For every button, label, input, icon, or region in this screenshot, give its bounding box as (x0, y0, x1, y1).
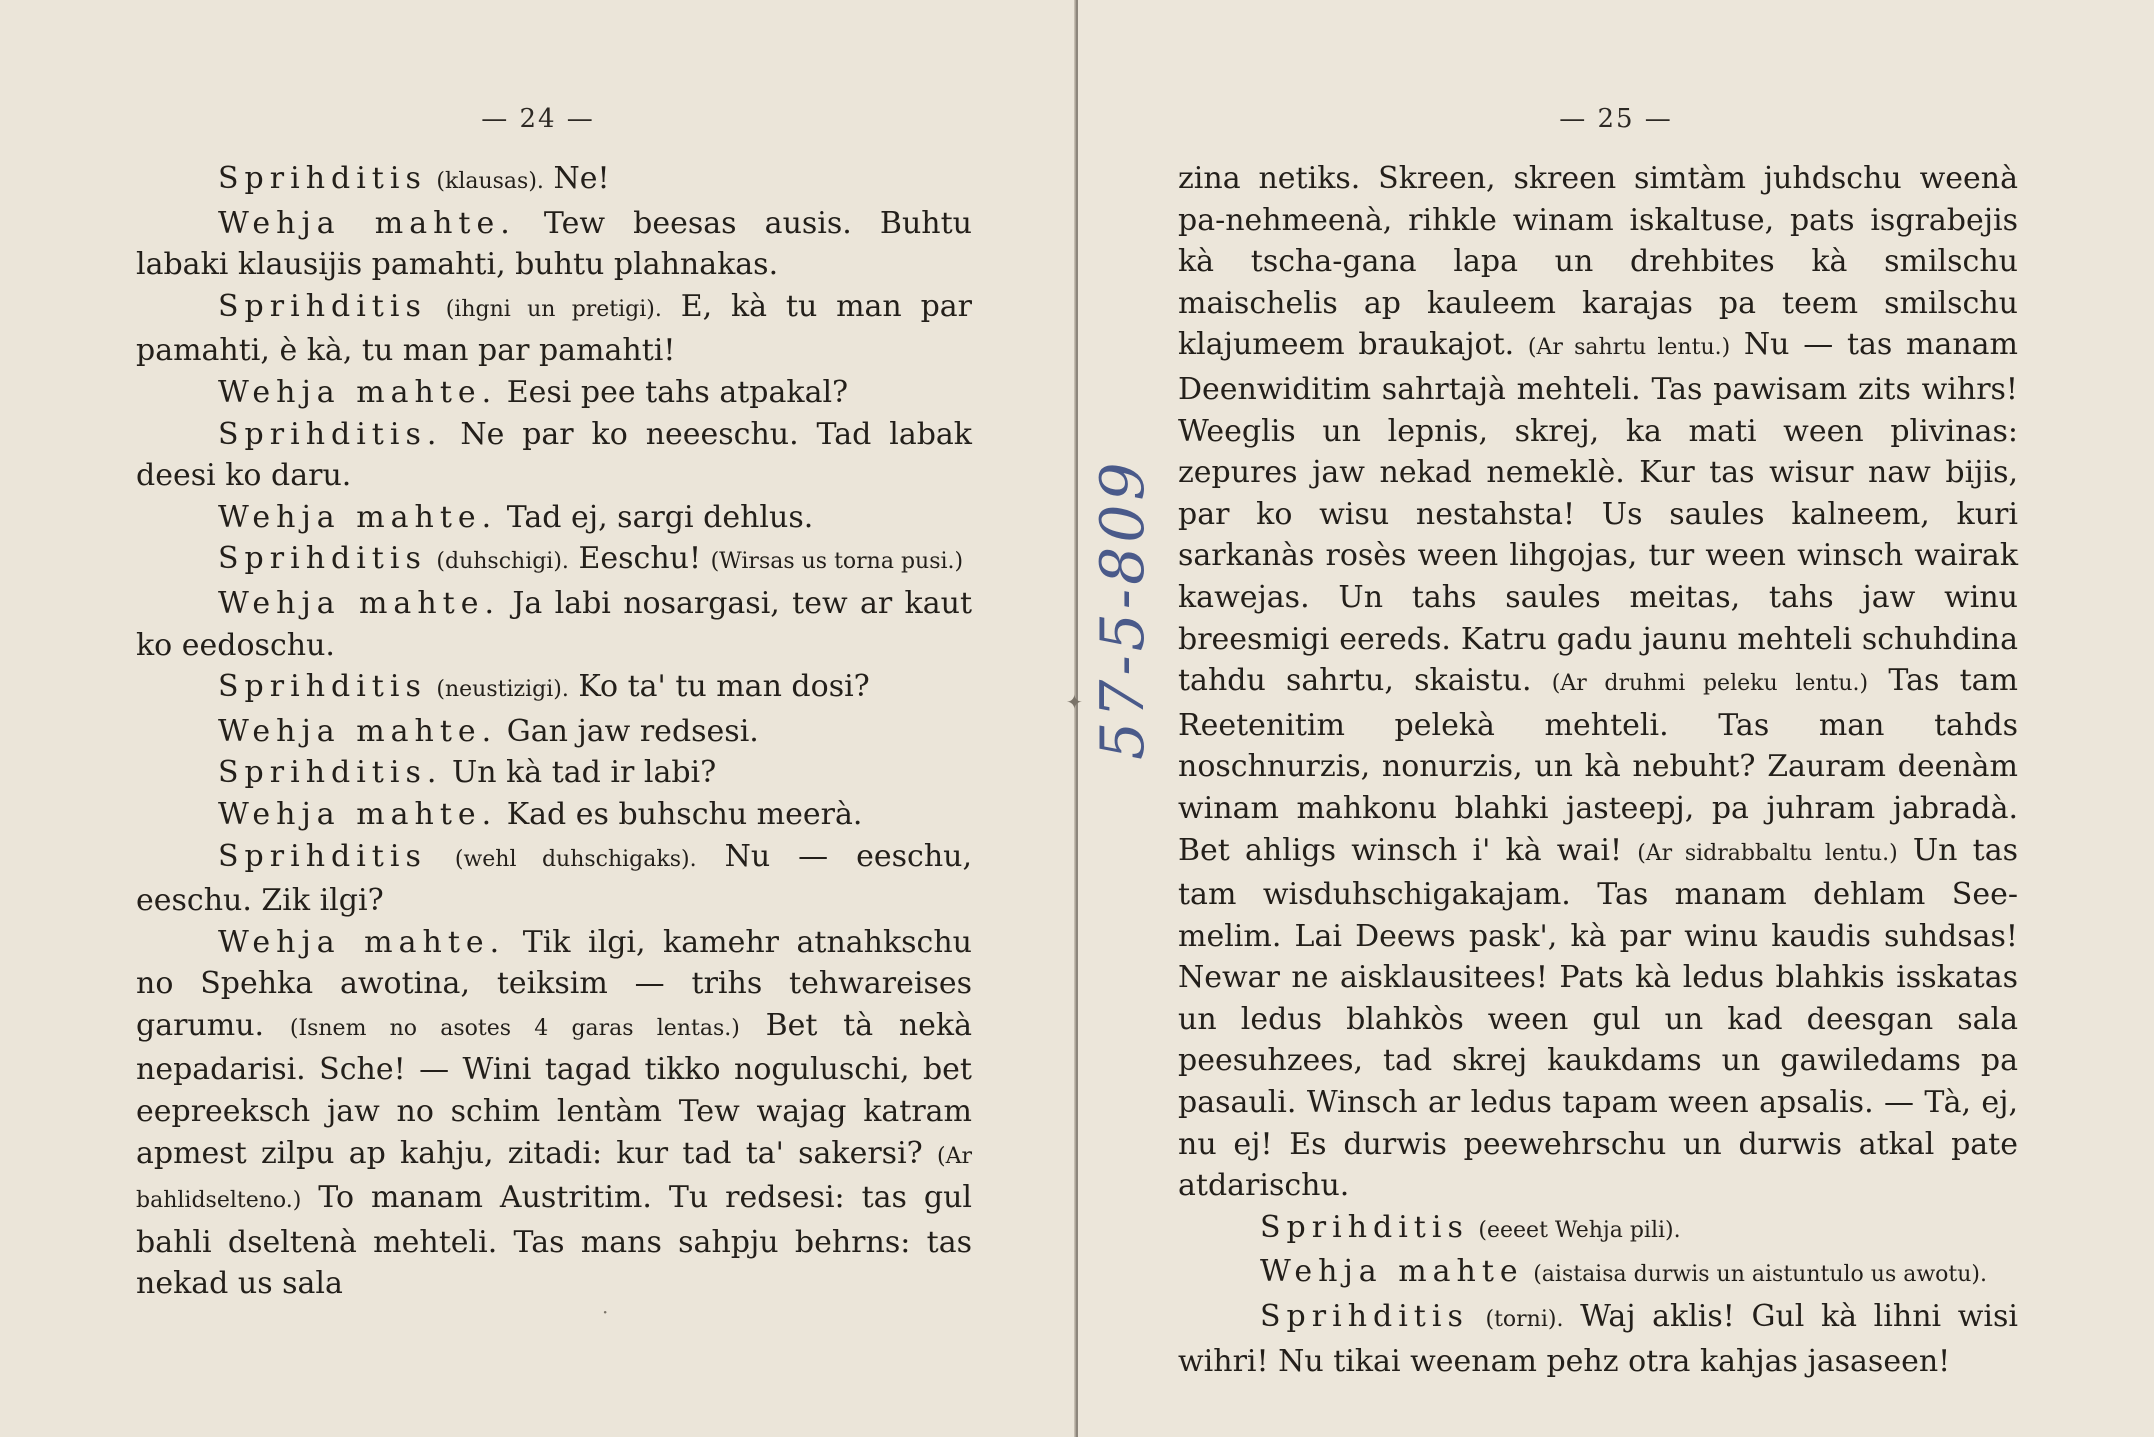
paragraph: Wehja mahte. Ja labi nosargasi, tew ar kaut ko eedoschu. (136, 585, 972, 663)
paragraph: Wehja mahte. Gan jaw redsesi. (218, 713, 759, 749)
paragraph: Wehja mahte. Tad ej, sargi dehlus. (218, 499, 814, 535)
paragraph: Sprihditis. Un kà tad ir labi? (218, 755, 717, 791)
paragraph: zina netiks. Skreen, skreen simtàm juhdschu weenà pa-nehmeenà, rihkle winam iskaltuse, pats isgrabejis kà tscha-gana lapa un drehbites kà smilschu maischelis ap kauleem karajas pa teem smilschu klajumeem braukajot. (Ar sahrtu lentu.) Nu — tas manam Deenwiditim sahrtajà mehteli. Tas pawisam zits wihrs! Weeglis un lepnis, skrej, ka mati ween plivinas: zepures jaw nekad nemeklè. Kur tas wisur naw bijis, par ko wisu nestahsta! Us saules kalneem, kuri sarkanàs rosès ween lihgojas, tur ween winsch wairak kawejas. Un tahs saules meitas, tahs jaw winu breesmigi eereds. Katru gadu jaunu mehteli schuhdina tahdu sahrtu, skaistu. (Ar druhmi peleku lentu.) Tas tam Reetenitim pelekà mehteli. Tas man tahds noschnurzis, nonurzis, un kà nebuht? Zauram deenàm winam mahkonu blahki jasteepj, pa juhram jabradà. Bet ahligs winsch i' kà wai! (Ar sidrabbaltu lentu.) Un tas tam wisduhschigakajam. Tas manam dehlam See-melim. Lai Deews pask', kà par winu kaudis suhdsas! Newar ne aisklausitees! Pats kà ledus blahkis isskatas un ledus blahkòs ween gul un kad deesgan sala peesuhzees, tad skrej kaukdams un gawiledams pa pasauli. Winsch ar ledus tapam ween apsalis. — Tà, ej, nu ej! Es durwis peewehrschu un durwis atkal pate atdarischu. (1178, 161, 2018, 1204)
paragraph: Wehja mahte. Eesi pee tahs atpakal? (218, 374, 849, 410)
paragraph: Sprihditis (eeeet Wehja pili). (1260, 1209, 1681, 1245)
page-number-right: — 25 — (1559, 104, 1673, 134)
left-page-text (136, 158, 972, 1305)
left-page (0, 0, 1076, 1437)
paragraph: Sprihditis (torni). Waj aklis! Gul kà lihni wisi wihri! Nu tikai weenam pehz otra kahjas jasaseen! (1178, 1299, 2019, 1379)
gutter-mark-icon: ✦ (1066, 690, 1083, 714)
page-number-left: — 24 — (481, 104, 595, 134)
paragraph: Sprihditis (ihgni un pretigi). E, kà tu man par pamahti, è kà, tu man par pamahti! (136, 288, 973, 369)
right-page-text (1178, 158, 2018, 1382)
paragraph: Sprihditis (neustizigi). Ko ta' tu man dosi? (218, 669, 870, 705)
handwritten-note: 57-5-809 (1088, 458, 1158, 760)
paragraph: Wehja mahte. Tew beesas ausis. Buhtu labaki klausijis pamahti, buhtu plahnakas. (136, 205, 972, 283)
paragraph: Wehja mahte (aistaisa durwis un aistuntulo us awotu). (1260, 1254, 1988, 1290)
paragraph: Sprihditis. Ne par ko neeeschu. Tad labak deesi ko daru. (136, 416, 972, 494)
paragraph: Sprihditis (wehl duhschigaks). Nu — eeschu, eeschu. Zik ilgi? (136, 838, 973, 919)
paragraph: Wehja mahte. Kad es buhschu meerà. (218, 796, 863, 832)
paragraph: Wehja mahte. Tik ilgi, kamehr atnahkschu no Spehka awotina, teiksim — trihs tehwareises garumu. (Isnem no asotes 4 garas lentas.) Bet tà nekà nepadarisi. Sche! — Wini tagad tikko noguluschi, bet eepreeksch jaw no schim lentàm Tew wajag katram apmest zilpu ap kahju, zitadi: kur tad ta' sakersi? (Ar bahlidselteno.) To manam Austritim. Tu redsesi: tas gul bahli dseltenà mehteli. Tas mans sahpju behrns: tas nekad us sala (136, 924, 972, 1302)
paragraph: Sprihditis (klausas). Ne! (218, 161, 610, 196)
dot-mark-icon: · (602, 1300, 609, 1324)
paragraph: Sprihditis (duhschigi). Eeschu! (Wirsas us torna pusi.) (218, 541, 964, 577)
